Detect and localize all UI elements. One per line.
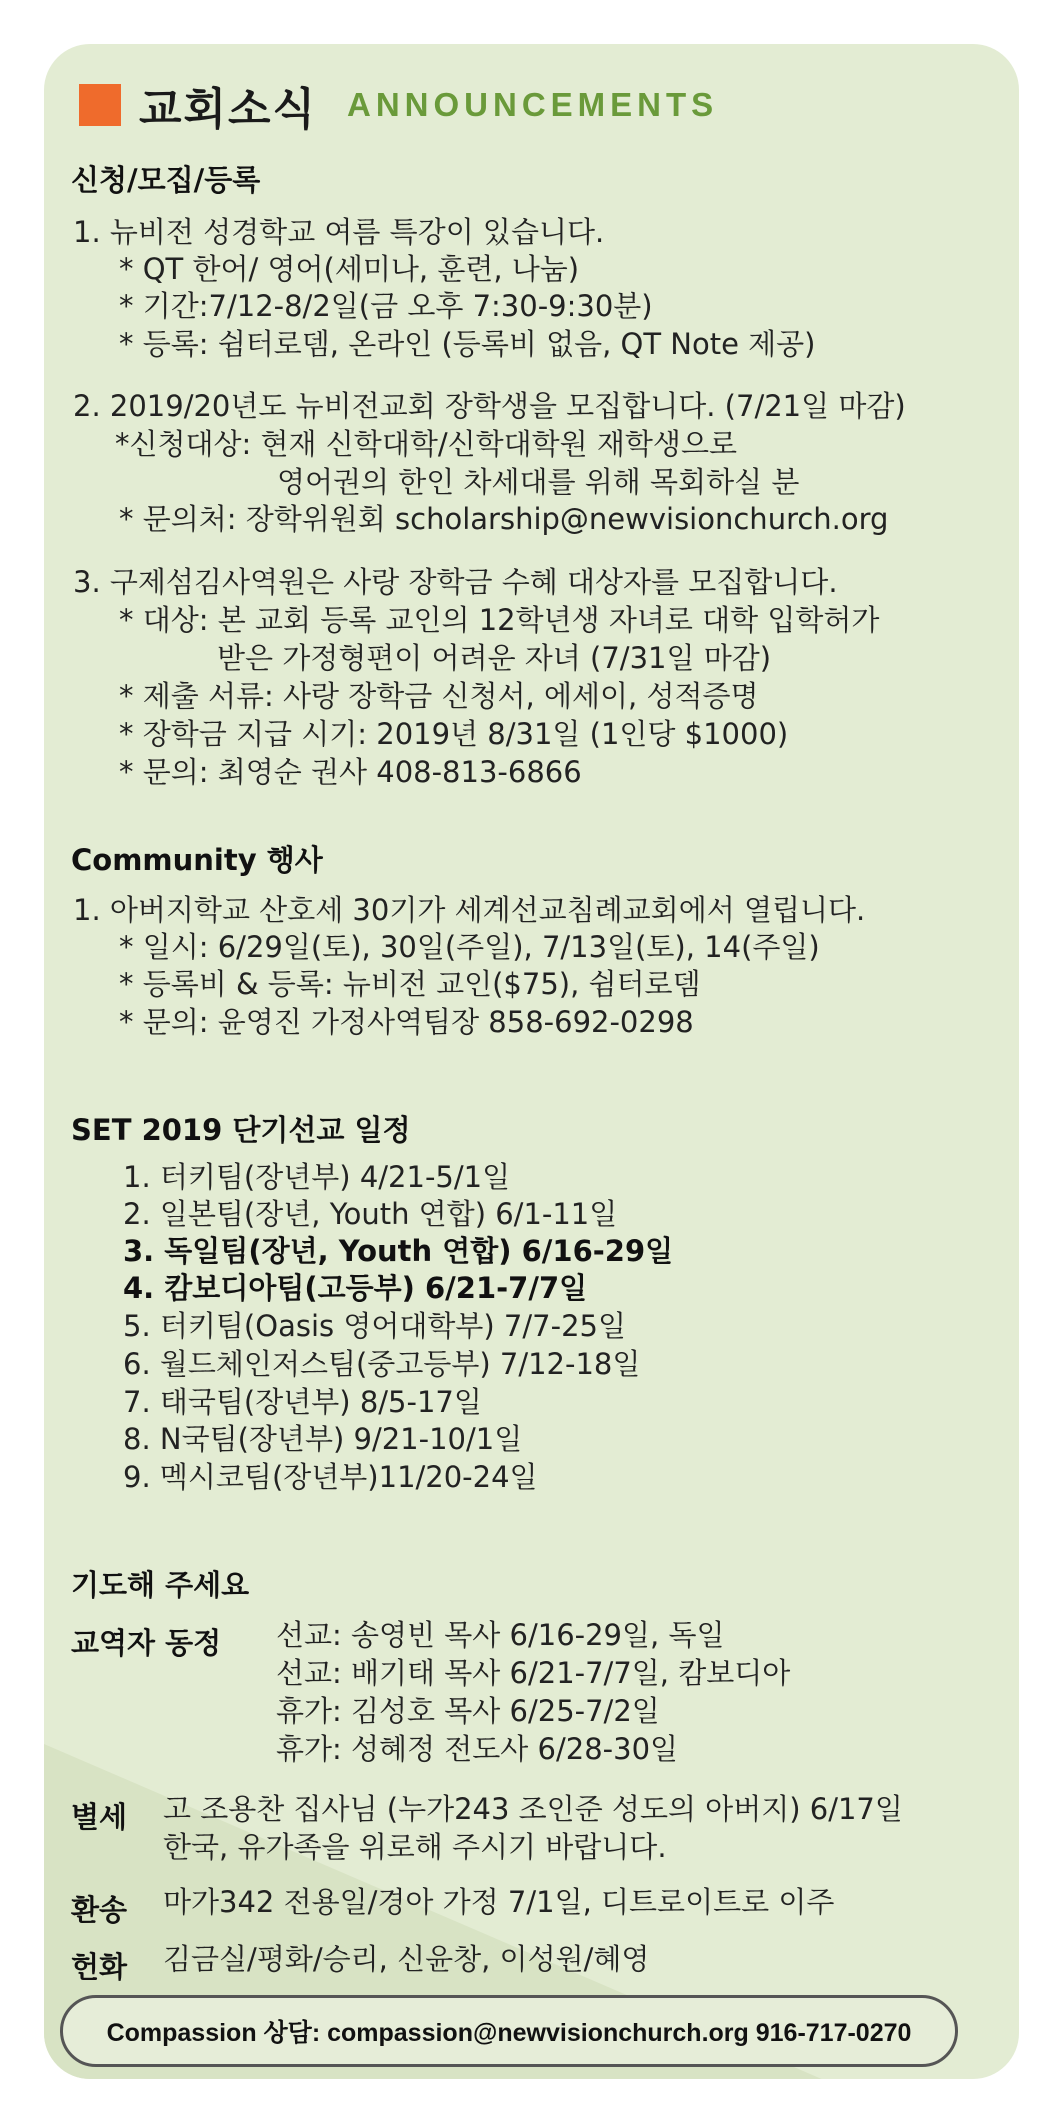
item-line: * 대상: 본 교회 등록 교인의 12학년생 자녀로 대학 입학허가 bbox=[119, 603, 880, 637]
farewell-label: 환송 bbox=[71, 1893, 128, 1927]
title-korean: 교회소식 bbox=[139, 84, 318, 135]
item-line: * 등록비 & 등록: 뉴비전 교인($75), 쉼터로뎀 bbox=[119, 967, 701, 1001]
item-line: *신청대상: 현재 신학대학/신학대학원 재학생으로 bbox=[115, 427, 737, 461]
compassion-contact bbox=[60, 1995, 958, 2067]
death-label: 별세 bbox=[71, 1800, 128, 1834]
item-line: 2. 2019/20년도 뉴비전교회 장학생을 모집합니다. (7/21일 마감) bbox=[73, 389, 906, 423]
item-line: * 문의: 최영순 권사 408-813-6866 bbox=[119, 755, 582, 789]
farewell-text: 마가342 전용일/경아 가정 7/1일, 디트로이트로 이주 bbox=[163, 1885, 835, 1919]
item-line: 1. 뉴비전 성경학교 여름 특강이 있습니다. bbox=[73, 215, 605, 249]
mission-item: 9. 멕시코팀(장년부)11/20-24일 bbox=[123, 1460, 538, 1494]
item-line: * 문의처: 장학위원회 scholarship@newvisionchurch.org bbox=[119, 502, 889, 536]
mission-item: 7. 태국팀(장년부) 8/5-17일 bbox=[123, 1385, 482, 1419]
death-line: 한국, 유가족을 위로해 주시기 바랍니다. bbox=[163, 1830, 667, 1864]
item-line: 1. 아버지학교 산호세 30기가 세계선교침례교회에서 열립니다. bbox=[73, 893, 866, 927]
clergy-line: 선교: 배기태 목사 6/21-7/7일, 캄보디아 bbox=[276, 1656, 791, 1690]
section-title-prayer: 기도해 주세요 bbox=[71, 1568, 250, 1602]
section-title-registration: 신청/모집/등록 bbox=[71, 163, 261, 197]
title-english: ANNOUNCEMENTS bbox=[347, 86, 719, 123]
item-line: * 제출 서류: 사랑 장학금 신청서, 에세이, 성적증명 bbox=[119, 679, 759, 713]
mission-item: 8. N국팀(장년부) 9/21-10/1일 bbox=[123, 1422, 523, 1456]
clergy-line: 휴가: 김성호 목사 6/25-7/2일 bbox=[276, 1694, 660, 1728]
item-line: 영어권의 한인 차세대를 위해 목회하실 분 bbox=[277, 465, 800, 499]
item-line: * 기간:7/12-8/2일(금 오후 7:30-9:30분) bbox=[119, 289, 653, 323]
item-line: * 등록: 쉼터로뎀, 온라인 (등록비 없음, QT Note 제공) bbox=[119, 327, 816, 361]
compassion-contact-text: Compassion 상담: compassion@newvisionchurch.org 916-717-0270 bbox=[106, 2019, 912, 2047]
mission-item: 5. 터키팀(Oasis 영어대학부) 7/7-25일 bbox=[123, 1309, 626, 1343]
mission-item: 3. 독일팀(장년, Youth 연합) 6/16-29일 bbox=[123, 1234, 674, 1268]
orange-square-icon bbox=[79, 84, 121, 126]
item-line: 3. 구제섬김사역원은 사랑 장학금 수혜 대상자를 모집합니다. bbox=[73, 565, 838, 599]
item-line: * 일시: 6/29일(토), 30일(주일), 7/13일(토), 14(주일) bbox=[119, 930, 820, 964]
item-line: * 문의: 윤영진 가정사역팀장 858-692-0298 bbox=[119, 1005, 694, 1039]
section-title-missions: SET 2019 단기선교 일정 bbox=[71, 1113, 411, 1147]
clergy-line: 휴가: 성혜정 전도사 6/28-30일 bbox=[276, 1732, 679, 1766]
dedication-label: 헌화 bbox=[71, 1950, 128, 1984]
dedication-text: 김금실/평화/승리, 신윤창, 이성원/혜영 bbox=[163, 1942, 650, 1976]
section-header bbox=[79, 73, 718, 137]
mission-item: 1. 터키팀(장년부) 4/21-5/1일 bbox=[123, 1160, 511, 1194]
clergy-line: 선교: 송영빈 목사 6/16-29일, 독일 bbox=[276, 1618, 725, 1652]
death-line: 고 조용찬 집사님 (누가243 조인준 성도의 아버지) 6/17일 bbox=[163, 1792, 903, 1826]
mission-item: 6. 월드체인저스팀(중고등부) 7/12-18일 bbox=[123, 1347, 641, 1381]
mission-item: 4. 캄보디아팀(고등부) 6/21-7/7일 bbox=[123, 1271, 588, 1305]
item-line: 받은 가정형편이 어려운 자녀 (7/31일 마감) bbox=[217, 641, 772, 675]
mission-item: 2. 일본팀(장년, Youth 연합) 6/1-11일 bbox=[123, 1197, 618, 1231]
clergy-label: 교역자 동정 bbox=[71, 1626, 222, 1660]
item-line: * QT 한어/ 영어(세미나, 훈련, 나눔) bbox=[119, 252, 580, 286]
item-line: * 장학금 지급 시기: 2019년 8/31일 (1인당 $1000) bbox=[119, 717, 789, 751]
section-title-community: Community 행사 bbox=[71, 843, 323, 877]
